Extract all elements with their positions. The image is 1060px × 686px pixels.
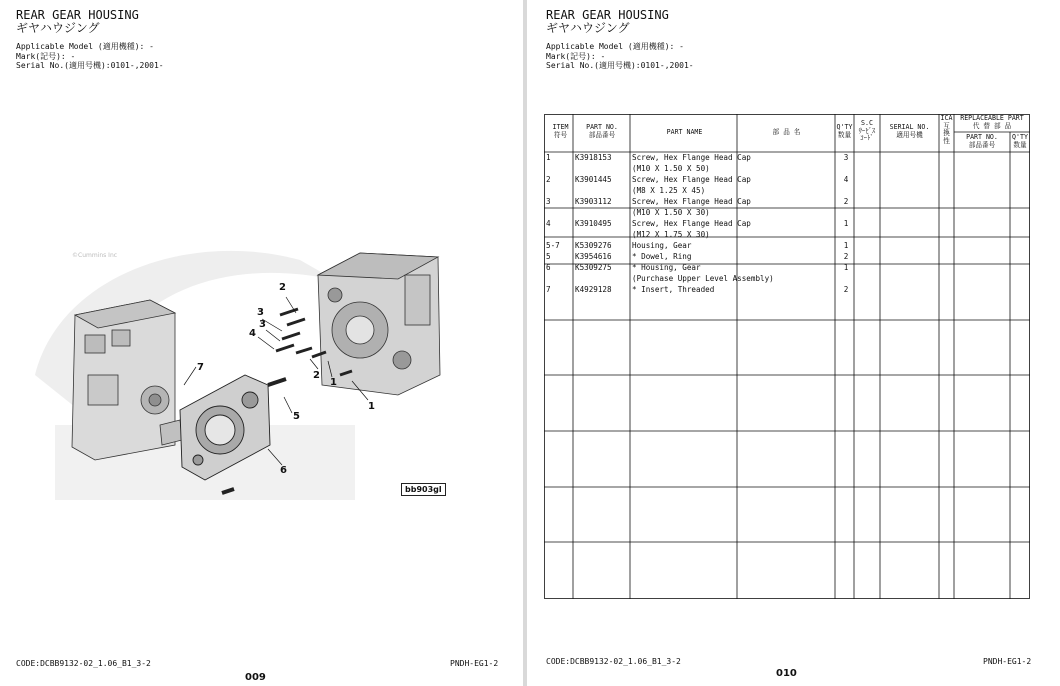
callout-1-bottom: 1 [368,401,375,412]
page-number: 010 [776,668,797,679]
callout-6: 6 [280,465,287,476]
header-replaceable-part-no: PART NO. 部品番号 [966,133,998,149]
watermark-copyright: ©Cummins Inc [72,252,118,259]
page-number: 009 [245,672,266,683]
page-title-jp: ギヤハウジング [546,21,630,35]
row-item: 3 [546,197,551,206]
header-item: ITEM 符号 [552,123,569,139]
row-part-name: (M10 X 1.50 X 50) [632,164,710,173]
callout-7: 7 [197,362,204,373]
row-item: 5 [546,252,551,261]
callout-5: 5 [293,411,300,422]
applicable-model: Applicable Model (適用機種): - [16,42,154,51]
row-qty: 4 [843,175,849,184]
row-qty: 2 [843,252,849,261]
header-part-name-jp: 部 品 名 [772,128,801,136]
left-page [0,0,523,686]
row-part-name: Screw, Hex Flange Head Cap [632,197,751,206]
footer-ref: PNDH-EG1-2 [983,657,1032,666]
callout-2-top: 2 [279,282,286,293]
callout-3-second: 3 [259,319,266,330]
row-item: 7 [546,285,551,294]
row-part-name: Screw, Hex Flange Head Cap [632,175,751,184]
figure-tag: bb903gl [401,483,446,496]
row-part-no: K3903112 [575,197,612,206]
row-qty: 1 [843,241,849,250]
row-qty: 3 [843,153,849,162]
page-title-en: REAR GEAR HOUSING [546,8,669,22]
page-title-en: REAR GEAR HOUSING [16,8,139,22]
row-part-name: Screw, Hex Flange Head Cap [632,219,751,228]
exploded-parts-diagram [0,235,523,510]
row-part-no: K3954616 [575,252,612,261]
row-item: 4 [546,219,551,228]
row-part-no: K4929128 [575,285,612,294]
row-item: 1 [546,153,551,162]
row-item: 5-7 [546,241,560,250]
page-title-jp: ギヤハウジング [16,21,100,35]
row-part-name: (Purchase Upper Level Assembly) [632,274,774,283]
header-replaceable-part: REPLACEABLE PART 代 替 部 品 [960,114,1024,130]
row-part-no: K5309276 [575,241,612,250]
row-part-no: K5309275 [575,263,612,272]
footer-ref: PNDH-EG1-2 [450,659,499,668]
row-part-no: K3918153 [575,153,612,162]
header-serial-no: SERIAL NO. 適用号機 [889,123,930,139]
row-part-name: (M8 X 1.25 X 45) [632,186,706,195]
applicable-model: Applicable Model (適用機種): - [546,42,684,51]
serial-no: Serial No.(適用号機):0101-,2001- [16,61,164,70]
serial-no: Serial No.(適用号機):0101-,2001- [546,61,694,70]
row-part-no: K3901445 [575,175,612,184]
row-item: 2 [546,175,551,184]
header-service-code: S.C ｻｰﾋﾞｽ ｺｰﾄﾞ [858,119,876,142]
row-part-no: K3910495 [575,219,612,228]
callout-2-bottom: 2 [313,370,320,381]
row-qty: 1 [843,219,849,228]
row-part-name: Screw, Hex Flange Head Cap [632,153,751,162]
row-qty: 2 [843,197,849,206]
right-page [527,0,1060,686]
row-part-name: (M10 X 1.50 X 30) [632,208,710,217]
header-interchangeability: ICA 互 換 性 [940,114,953,145]
callout-3-top: 3 [257,307,264,318]
header-replaceable-qty: Q'TY 数量 [1012,133,1028,149]
row-qty: 1 [843,263,849,272]
row-part-name: Housing, Gear [632,241,692,250]
parts-table-grid [544,114,1030,599]
callout-1-middle: 1 [330,377,337,388]
footer-code: CODE:DCBB9132-02_1.06_B1_3-2 [16,659,151,668]
footer-code: CODE:DCBB9132-02_1.06_B1_3-2 [546,657,681,666]
mark: Mark(記号): - [546,51,606,61]
mark: Mark(記号): - [16,51,76,61]
callout-4: 4 [249,328,256,339]
row-part-name: * Dowel, Ring [632,252,692,261]
header-part-name-en: PART NAME [666,128,703,136]
row-part-name: * Housing, Gear [632,263,701,272]
row-item: 6 [546,263,551,272]
row-part-name: * Insert, Threaded [632,285,715,294]
header-part-no: PART NO. 部品番号 [586,123,618,139]
header-qty: Q'TY 数量 [836,123,853,139]
row-part-name: (M12 X 1.75 X 30) [632,230,710,239]
row-qty: 2 [843,285,849,294]
